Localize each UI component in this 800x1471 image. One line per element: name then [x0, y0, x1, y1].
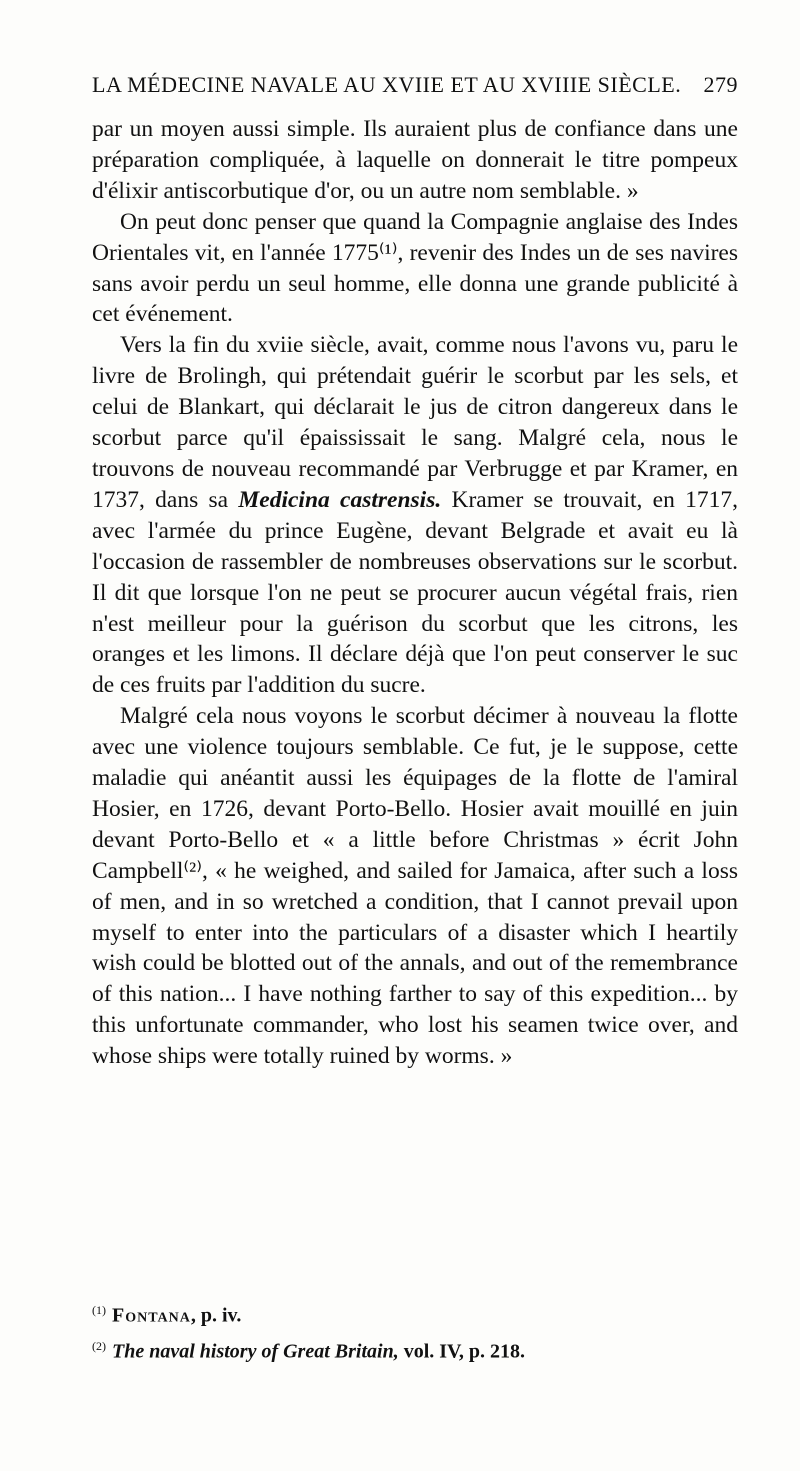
- footnote-author: Fontana: [112, 1304, 191, 1327]
- footnote-reference: , p. iv.: [190, 1304, 242, 1327]
- paragraph-kramer: [92, 330, 738, 701]
- footnote-marker: (2): [92, 1338, 106, 1353]
- running-title: LA MÉDECINE NAVALE AU XVIIE ET AU XVIIIE SIÈCLE.: [92, 72, 682, 97]
- page-header: [92, 72, 738, 98]
- paragraph-compagnie: On peut donc penser que quand la Compagnie anglaise des Indes Orientales vit, en l'année 1775⁽¹⁾, revenir des Indes un de ses navires sans avoir perdu un seul homme, elle donna une grande publicité à cet événement.: [92, 208, 738, 328]
- footnote-2: [92, 1331, 738, 1367]
- footnote-title: The naval history of Great Britain,: [112, 1340, 399, 1363]
- footnote-1: [92, 1295, 738, 1331]
- paragraph-continuation: par un moyen aussi simple. Ils auraient plus de confiance dans une préparation compliquée, à laquelle on donnerait le titre pompeux d'élixir antiscorbutique d'or, ou un autre nom semblable. »: [92, 116, 738, 204]
- footnote-reference: vol. IV, p. 218.: [398, 1340, 526, 1363]
- book-title-medicina-castrensis: Medicina castrensis.: [238, 486, 442, 513]
- footnote-marker: (1): [92, 1303, 106, 1317]
- page-number: 279: [703, 72, 738, 97]
- paragraph-kramer-start: Vers la fin du xviie siècle, avait, comme nous l'avons vu, paru le livre de Brolingh, qui prétendait guérir le scorbut par les sels, et celui de Blankart, qui déclarait le jus de citron dangereux dans le scorbut parce qu'il épaississait le sang. Malgré cela, nous le trouvons de nouveau recommandé par Verbrugge et par Kramer, en 1737, dans sa: [92, 332, 738, 513]
- body-text: [92, 114, 738, 1072]
- paragraph-hosier: Malgré cela nous voyons le scorbut décimer à nouveau la flotte avec une violence toujours semblable. Ce fut, je le suppose, cette maladie qui anéantit aussi les équipages de la flotte de l'amiral Hosier, en 1726, devant Porto-Bello. Hosier avait mouillé en juin devant Porto-Bello et « a little before Christmas » écrit John Campbell⁽²⁾, « he weighed, and sailed for Jamaica, after such a loss of men, and in so wretched a condition, that I cannot prevail upon myself to enter into the particulars of a disaster which I heartily wish could be blotted out of the annals, and out of the remembrance of this nation... I have nothing farther to say of this expedition... by this unfortunate commander, who lost his seamen twice over, and whose ships were totally ruined by worms. »: [92, 703, 738, 1070]
- paragraph-kramer-end: Kramer se trouvait, en 1717, avec l'armée du prince Eugène, devant Belgrade et avait eu là l'occasion de rassembler de nombreuses observations sur le scorbut. Il dit que lorsque l'on ne peut se procurer aucun végétal frais, rien n'est meilleur pour la guérison du scorbut que les citrons, les oranges et les limons. Il déclare déjà que l'on peut conserver le suc de ces fruits par l'addition du sucre.: [92, 486, 738, 699]
- footnotes: [92, 1295, 738, 1366]
